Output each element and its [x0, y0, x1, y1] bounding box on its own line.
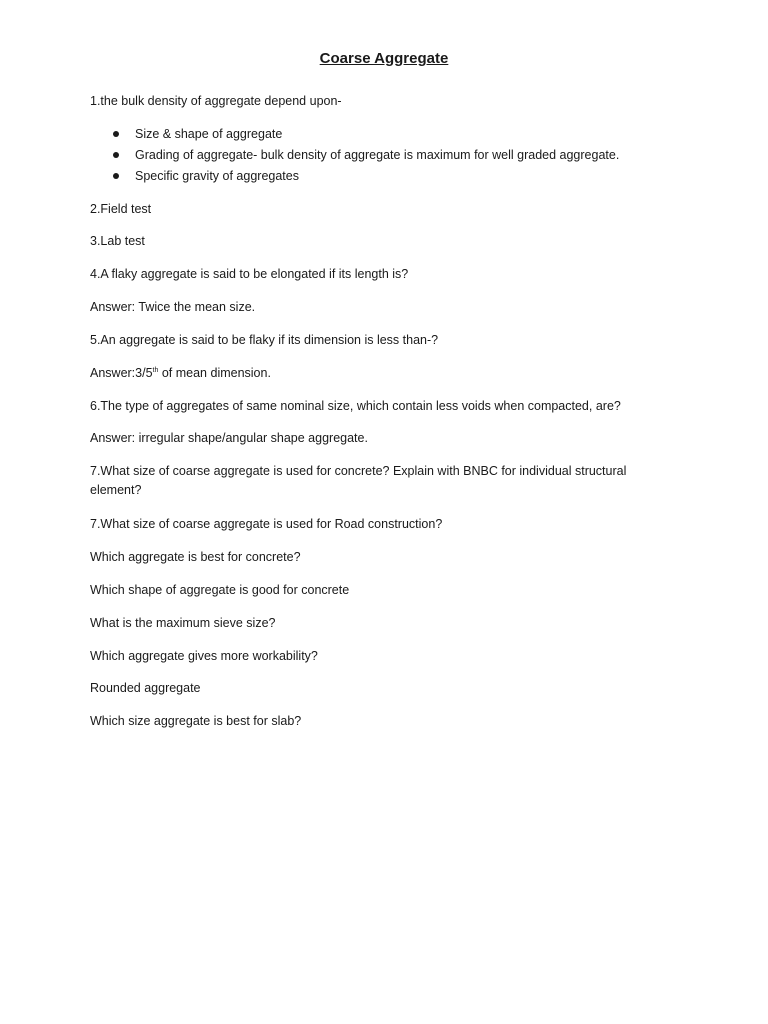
answer-4: Answer: Twice the mean size. — [90, 300, 256, 314]
answer-5 — [90, 364, 271, 383]
question-2: 2.Field test — [90, 202, 152, 216]
question-5: 5.An aggregate is said to be flaky if its dimension is less than-? — [90, 333, 439, 347]
bullet-item — [90, 125, 619, 146]
question-11: Which aggregate gives more workability? — [90, 649, 318, 663]
question-7b: 7.What size of coarse aggregate is used for Road construction? — [90, 517, 443, 531]
page-title: Coarse Aggregate — [319, 50, 449, 67]
document-page — [90, 0, 690, 1024]
question-10: What is the maximum sieve size? — [90, 616, 276, 630]
question-12: Which size aggregate is best for slab? — [90, 714, 302, 728]
bullet-list — [90, 125, 619, 188]
question-9: Which shape of aggregate is good for concrete — [90, 583, 350, 597]
question-6: 6.The type of aggregates of same nominal size, which contain less voids when compacted, are? — [90, 399, 621, 413]
answer-11: Rounded aggregate — [90, 681, 201, 695]
bullet-item — [90, 167, 619, 188]
question-7a: 7.What size of coarse aggregate is used for concrete? Explain with BNBC for individual structural element? — [90, 464, 627, 497]
bullet-icon — [113, 173, 119, 179]
bullet-item — [90, 146, 619, 167]
answer-5-suffix: of mean dimension. — [158, 366, 271, 380]
question-1: 1.the bulk density of aggregate depend upon- — [90, 94, 342, 108]
question-4: 4.A flaky aggregate is said to be elongated if its length is? — [90, 267, 409, 281]
answer-6: Answer: irregular shape/angular shape aggregate. — [90, 431, 368, 445]
question-8: Which aggregate is best for concrete? — [90, 550, 301, 564]
answer-5-superscript: th — [152, 367, 159, 374]
bullet-text: Specific gravity of aggregates — [135, 169, 299, 183]
question-3: 3.Lab test — [90, 234, 145, 248]
bullet-text: Grading of aggregate- bulk density of aggregate is maximum for well graded aggregate. — [135, 148, 620, 162]
answer-5-prefix: Answer:3/5 — [90, 366, 153, 380]
bullet-icon — [113, 152, 119, 158]
bullet-text: Size & shape of aggregate — [135, 127, 283, 141]
bullet-icon — [113, 131, 119, 137]
